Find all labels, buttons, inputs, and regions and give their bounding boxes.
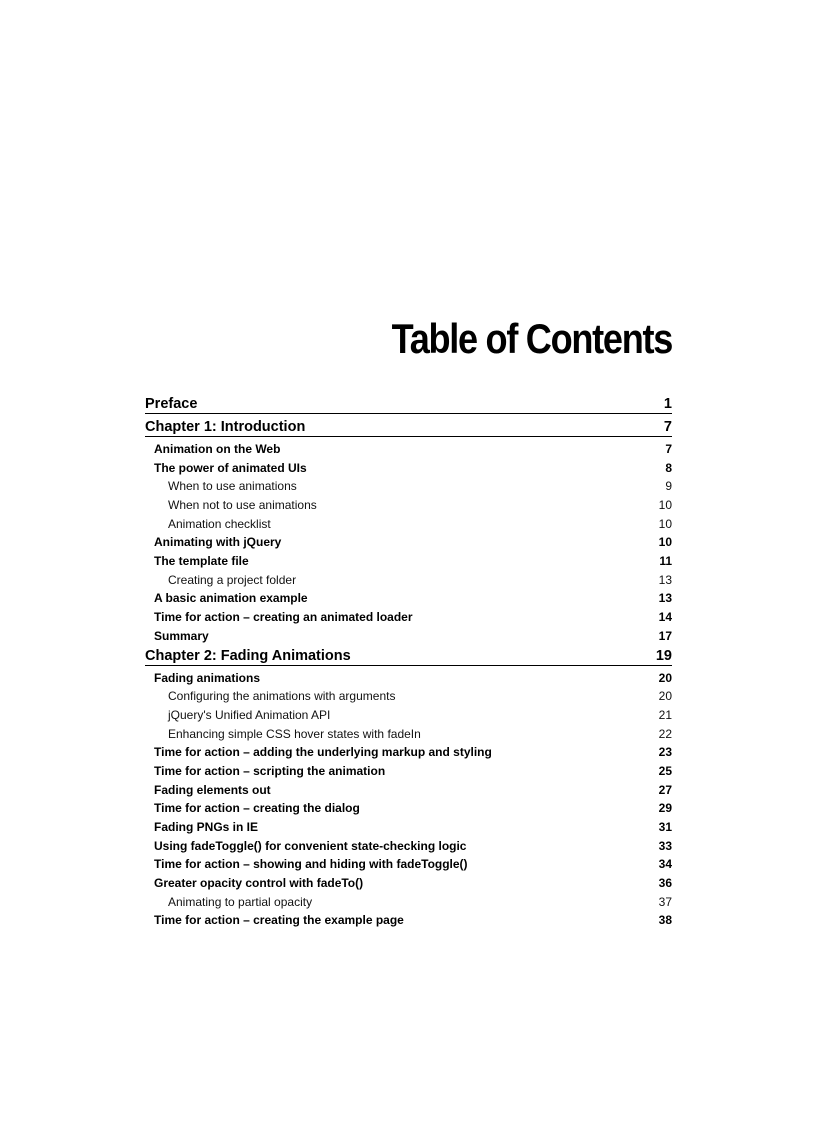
toc-entry-page-number: 21 <box>658 707 672 722</box>
toc-section-link[interactable] <box>145 818 672 837</box>
toc-entry-page-number: 31 <box>658 820 672 835</box>
toc-entry-title: Enhancing simple CSS hover states with fadeIn <box>168 726 421 741</box>
toc-chapter-title: Chapter 1: Introduction <box>145 419 306 435</box>
toc-entry-page-number: 8 <box>665 460 672 475</box>
toc-entry-page-number: 11 <box>659 554 672 569</box>
toc-entry-page-number: 13 <box>658 572 672 587</box>
toc-entry-page-number: 36 <box>658 876 672 891</box>
toc-chapter-link[interactable] <box>145 394 672 414</box>
toc-entry-page-number: 34 <box>658 857 672 872</box>
toc-section-link[interactable] <box>145 669 672 688</box>
toc-entry-title: jQuery's Unified Animation API <box>168 707 331 722</box>
toc-entry-page-number: 37 <box>658 894 672 909</box>
toc-entry-title: When not to use animations <box>168 498 317 513</box>
toc-entry-title: Animation on the Web <box>154 441 281 456</box>
toc-entry-title: The template file <box>154 554 249 569</box>
toc-entry-page-number: 10 <box>658 516 672 531</box>
toc-entry-title: Animation checklist <box>168 516 271 531</box>
toc-entry-title: Greater opacity control with fadeTo() <box>154 876 364 891</box>
toc-entry-title: Time for action – scripting the animation <box>154 763 386 778</box>
toc-entry-page-number: 9 <box>665 479 672 494</box>
toc-entry-page-number: 17 <box>658 628 672 643</box>
toc-entry-page-number: 10 <box>658 535 672 550</box>
table-of-contents <box>145 394 672 930</box>
toc-section-link[interactable] <box>145 533 672 552</box>
toc-chapter-title: Chapter 2: Fading Animations <box>145 647 351 664</box>
toc-entry-page-number: 7 <box>665 441 672 456</box>
toc-entry-title: Using fadeToggle() for convenient state-checking logic <box>154 838 467 853</box>
toc-chapter-page-number: 7 <box>663 419 672 435</box>
toc-entry-title: Time for action – creating an animated loader <box>154 610 413 625</box>
toc-subsection-link[interactable] <box>145 515 672 534</box>
toc-entry-title: Configuring the animations with arguments <box>168 689 396 704</box>
toc-chapter-page-number: 19 <box>655 647 672 664</box>
toc-entry-title: Time for action – creating the example page <box>154 913 404 928</box>
toc-chapter-title: Preface <box>145 396 198 412</box>
toc-entry-title: Summary <box>154 628 209 643</box>
toc-chapter-page-number: 1 <box>663 396 672 412</box>
toc-entry-page-number: 13 <box>658 591 672 606</box>
toc-entry-page-number: 23 <box>658 745 672 760</box>
toc-entry-page-number: 29 <box>658 801 672 816</box>
toc-entry-title: Fading elements out <box>154 782 271 797</box>
toc-entry-title: Fading PNGs in IE <box>154 820 259 835</box>
toc-entry-page-number: 20 <box>658 689 672 704</box>
toc-entry-page-number: 25 <box>658 763 672 778</box>
toc-section-link[interactable] <box>145 552 672 571</box>
toc-section-link[interactable] <box>145 590 672 609</box>
toc-subsection-link[interactable] <box>145 706 672 725</box>
toc-subsection-link[interactable] <box>145 477 672 496</box>
toc-section-link[interactable] <box>145 912 672 931</box>
toc-section-link[interactable] <box>145 627 672 646</box>
toc-entry-title: Animating to partial opacity <box>168 894 313 909</box>
toc-subsection-link[interactable] <box>145 687 672 706</box>
toc-entry-page-number: 22 <box>658 726 672 741</box>
page-title: Table of Contents <box>391 315 672 362</box>
toc-chapter-link[interactable] <box>145 646 672 666</box>
toc-subsection-link[interactable] <box>145 893 672 912</box>
toc-section-link[interactable] <box>145 874 672 893</box>
toc-section-link[interactable] <box>145 855 672 874</box>
toc-section-link[interactable] <box>145 743 672 762</box>
toc-entry-page-number: 33 <box>658 838 672 853</box>
toc-subsection-link[interactable] <box>145 725 672 744</box>
toc-entry-title: Time for action – creating the dialog <box>154 801 360 816</box>
toc-entry-page-number: 20 <box>658 670 672 685</box>
toc-section-link[interactable] <box>145 459 672 478</box>
toc-entry-page-number: 10 <box>658 498 672 513</box>
toc-entry-page-number: 14 <box>658 610 672 625</box>
toc-section-link[interactable] <box>145 608 672 627</box>
toc-entry-title: A basic animation example <box>154 591 308 606</box>
toc-section-link[interactable] <box>145 762 672 781</box>
toc-subsection-link[interactable] <box>145 571 672 590</box>
toc-entry-title: Time for action – adding the underlying markup and styling <box>154 745 492 760</box>
toc-section-link[interactable] <box>145 799 672 818</box>
toc-entry-page-number: 27 <box>658 782 672 797</box>
toc-section-link[interactable] <box>145 837 672 856</box>
toc-entry-title: When to use animations <box>168 479 297 494</box>
toc-entry-title: Fading animations <box>154 670 261 685</box>
toc-entry-title: Creating a project folder <box>168 572 297 587</box>
toc-subsection-link[interactable] <box>145 496 672 515</box>
toc-chapter-link[interactable] <box>145 417 672 437</box>
toc-section-link[interactable] <box>145 440 672 459</box>
toc-section-link[interactable] <box>145 781 672 800</box>
toc-entry-title: The power of animated UIs <box>154 460 307 475</box>
toc-entry-title: Animating with jQuery <box>154 535 282 550</box>
toc-entry-title: Time for action – showing and hiding with fadeToggle() <box>154 857 468 872</box>
toc-entry-page-number: 38 <box>658 913 672 928</box>
